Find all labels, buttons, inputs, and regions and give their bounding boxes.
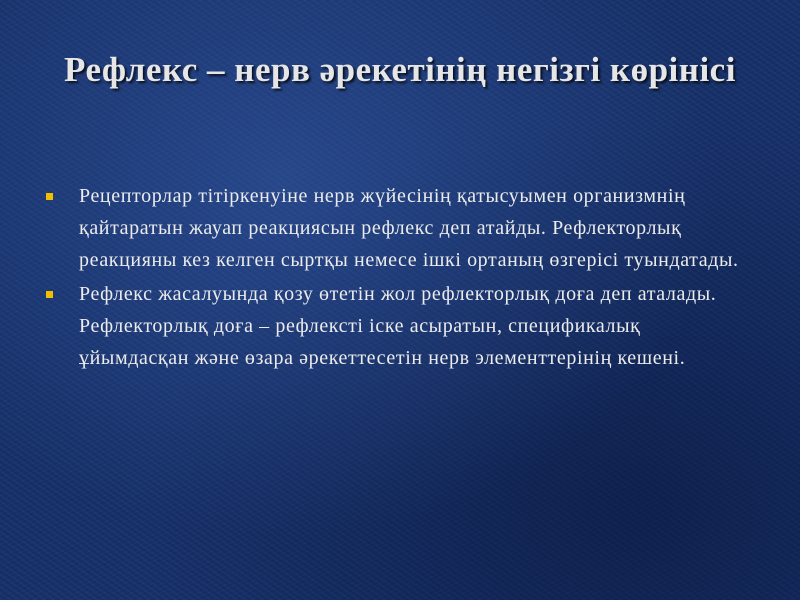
square-bullet-icon	[46, 193, 53, 200]
bullet-item	[46, 278, 746, 374]
bullet-list	[46, 180, 746, 376]
bullet-item	[46, 180, 746, 276]
bullet-text: Рефлекс жасалуында қозу өтетін жол рефлекторлық доға деп аталады. Рефлекторлық доға – рефлексті іске асыратын, спецификалық ұйымдасқан және өзара әрекеттесетін нерв элементтерінің кешені.	[79, 283, 717, 369]
bullet-text: Рецепторлар тітіркенуіне нерв жүйесінің қатысуымен организмнің қайтаратын жауап реакциясын рефлекс деп атайды. Рефлекторлық реакцияны кез келген сыртқы немесе ішкі ортаның өзгерісі туындатады.	[79, 185, 739, 271]
square-bullet-icon	[46, 291, 53, 298]
slide-title: Рефлекс – нерв әрекетінің негізгі көрінісі	[64, 50, 736, 89]
